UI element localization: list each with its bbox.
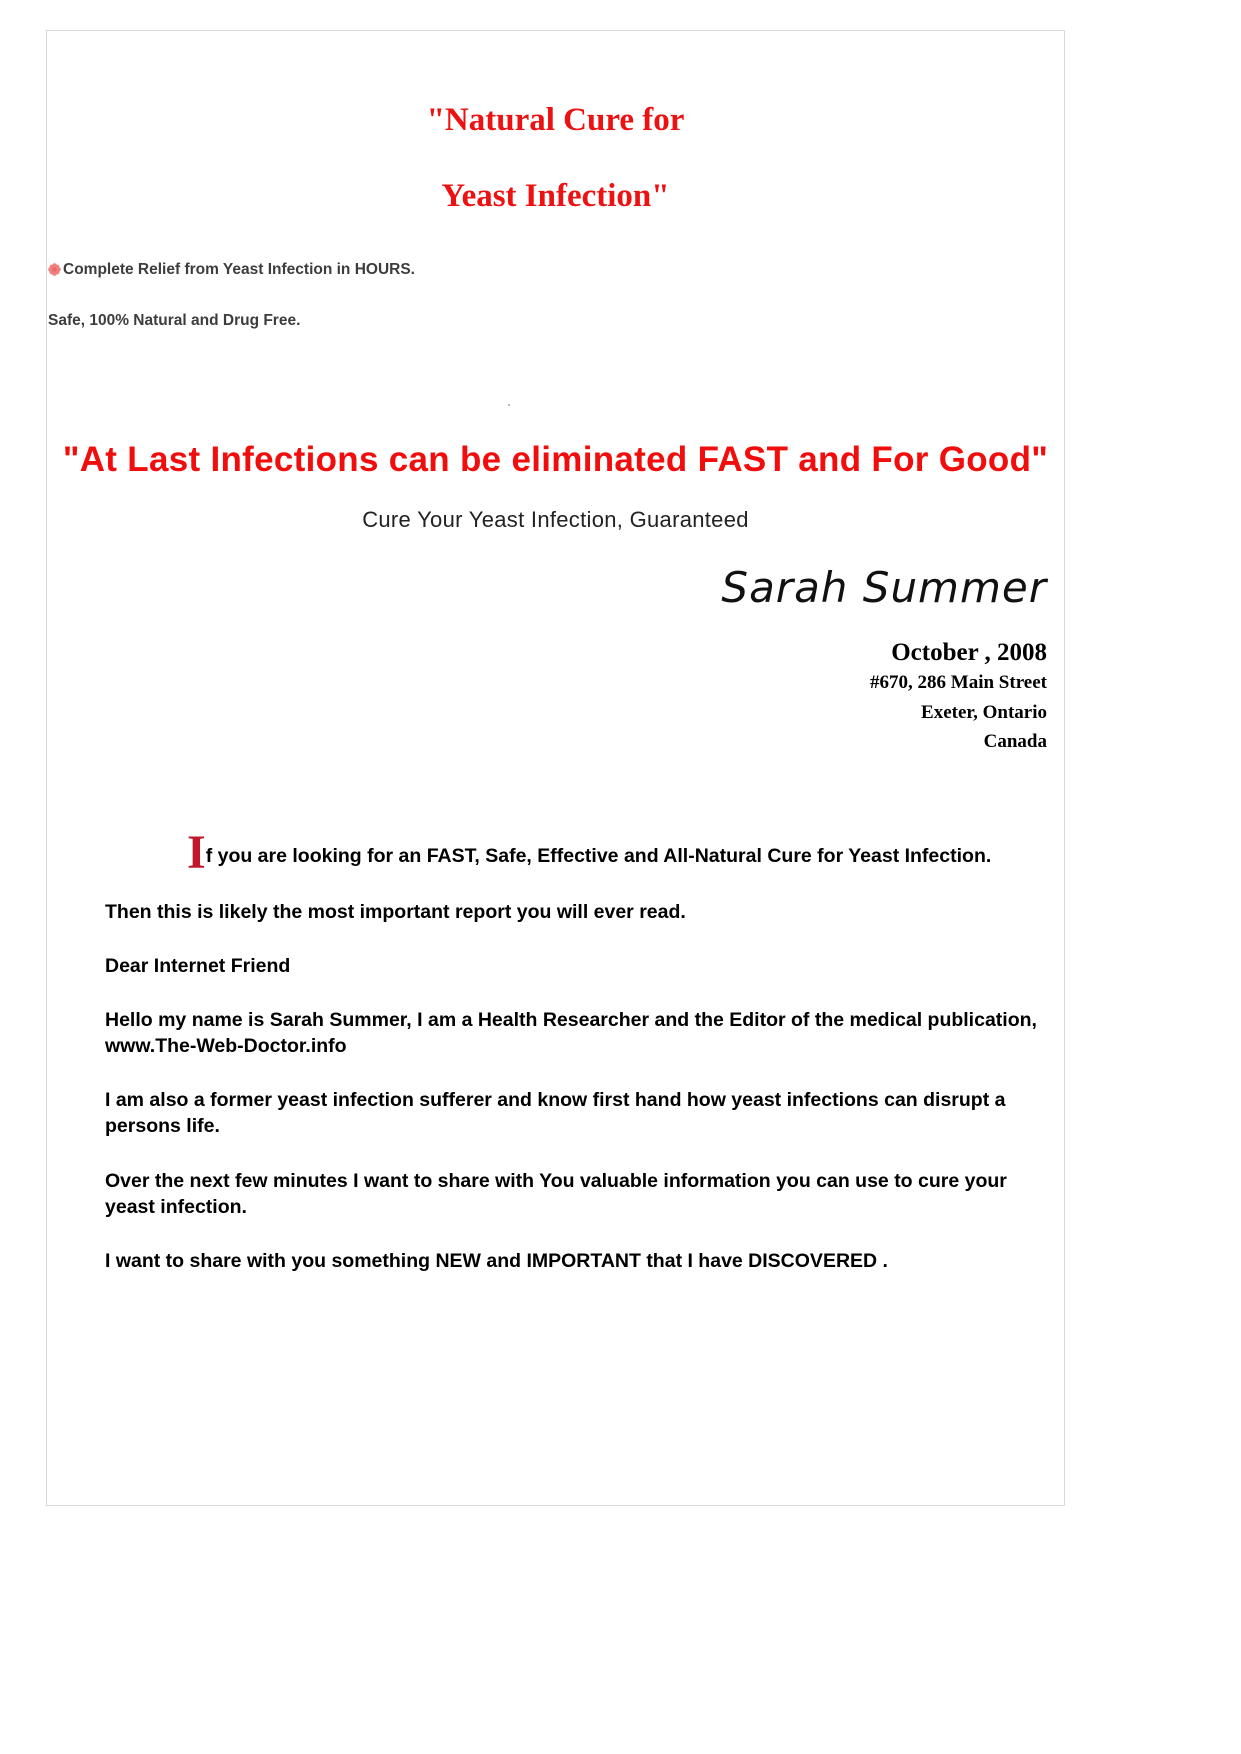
body-paragraph-1-text: f you are looking for an FAST, Safe, Effective and All-Natural Cure for Yeast Infection.	[205, 844, 992, 867]
page-border-bottom	[46, 1505, 1065, 1506]
body-paragraph-6: I want to share with you something NEW and IMPORTANT that I have DISCOVERED .	[105, 1249, 888, 1272]
author-signature: Sarah Summer	[721, 563, 1047, 613]
body-paragraph-3: Hello my name is Sarah Summer, I am a Health Researcher and the Editor of the medical publication, www.The-Web-Doctor.info	[105, 1009, 1037, 1058]
address-line-1: #670, 286 Main Street	[870, 672, 1047, 694]
page-title-line-2: Yeast Infection"	[441, 178, 670, 215]
bottom-spacer	[105, 1302, 1041, 1422]
body-paragraph-5: Over the next few minutes I want to share with You valuable information you can use to cure your yeast infection.	[105, 1169, 1007, 1218]
page-title-line-1: "Natural Cure for	[426, 102, 685, 138]
body-paragraph-4: I am also a former yeast infection sufferer and know first hand how yeast infections can disrupt a persons life.	[105, 1089, 1006, 1138]
document-content	[46, 30, 1065, 1422]
drop-cap: I	[187, 825, 206, 879]
subheading-relief	[46, 261, 1065, 279]
salutation: Dear Internet Friend	[105, 954, 291, 977]
body-paragraph-1	[105, 825, 1041, 879]
letter-meta-block	[46, 638, 1065, 756]
subheading-safe: Safe, 100% Natural and Drug Free.	[48, 311, 301, 329]
address-line-2: Exeter, Ontario	[921, 701, 1047, 723]
address-line-3: Canada	[983, 731, 1047, 753]
body-paragraph-2: Then this is likely the most important report you will ever read.	[105, 900, 686, 923]
main-headline: "At Last Infections can be eliminated FAST and For Good"	[62, 439, 1049, 479]
subheading-relief-text: Complete Relief from Yeast Infection in HOURS.	[63, 260, 415, 278]
tagline: Cure Your Yeast Infection, Guaranteed	[362, 507, 749, 533]
letter-body	[46, 825, 1065, 1422]
flower-bullet-icon	[48, 263, 61, 276]
letter-date: October , 2008	[891, 639, 1047, 667]
